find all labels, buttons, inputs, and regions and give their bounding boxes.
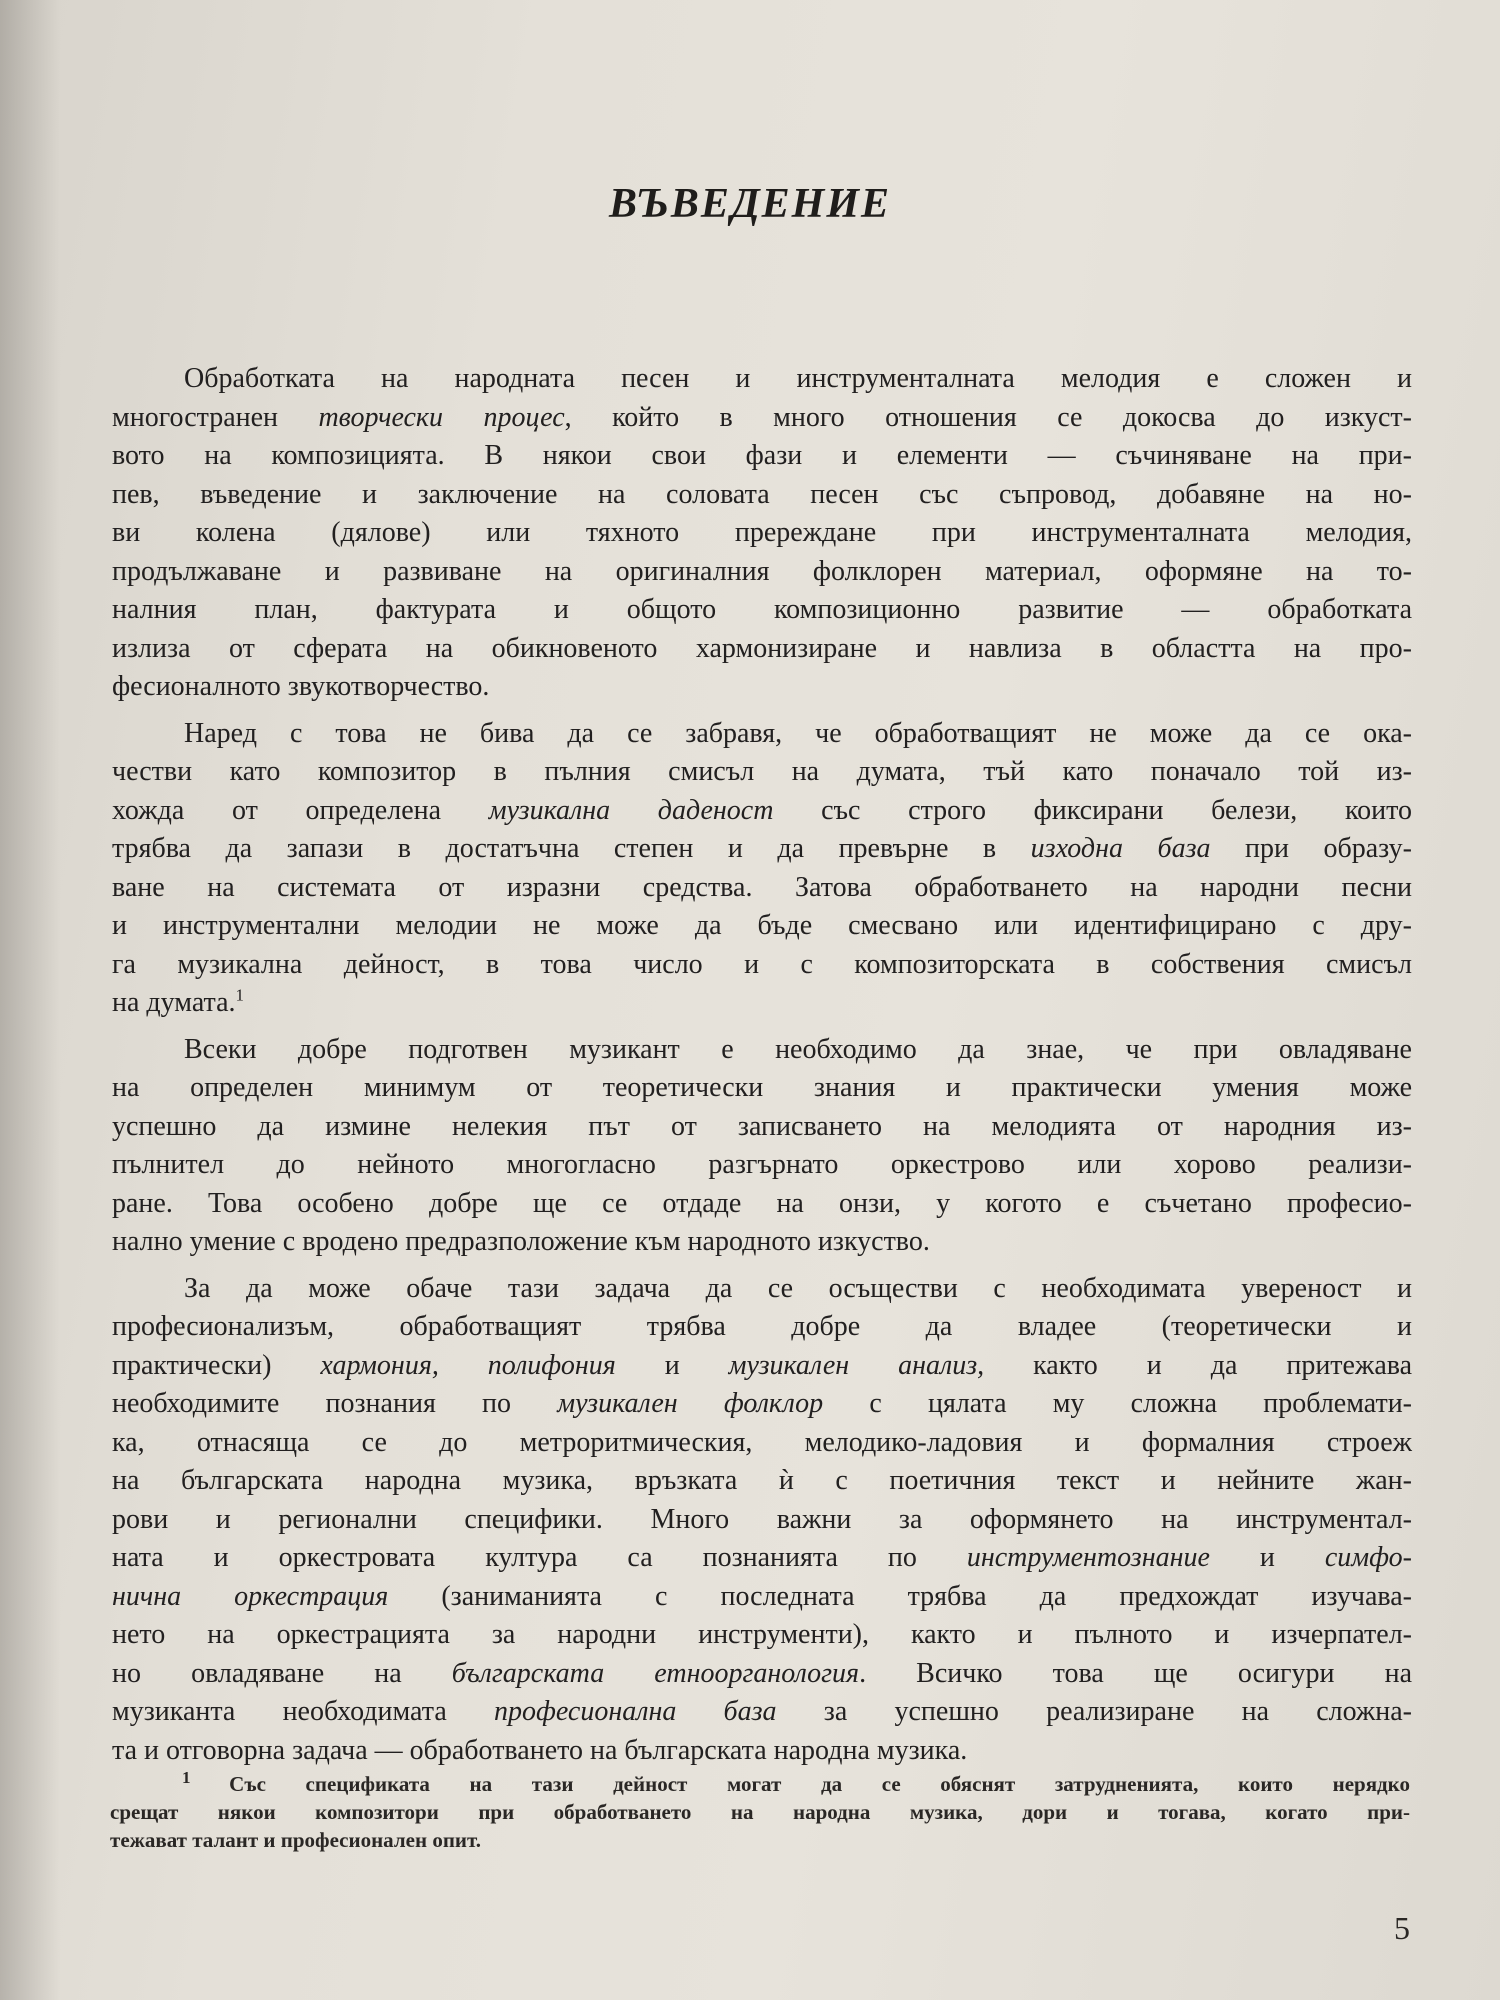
text-run: на определен минимум от теоретически знания и практически умения може — [112, 1072, 1412, 1103]
italic-term: нична оркестрация — [112, 1580, 389, 1612]
text-run: излиза от сферата на обикновеното хармонизиране и навлиза в областта на про- — [112, 632, 1412, 664]
text-line — [112, 1732, 1412, 1771]
page-title: ВЪВЕДЕНИЕ — [608, 181, 892, 227]
text-line — [112, 946, 1412, 985]
footnote-text: тежават талант и професионален опит. — [110, 1828, 482, 1852]
footnote — [110, 1770, 1410, 1854]
paragraph — [112, 360, 1412, 707]
text-line — [112, 1185, 1412, 1224]
italic-term: инструментознание — [966, 1542, 1210, 1573]
text-run: многостранен — [112, 401, 319, 433]
italic-term: музикален анализ, — [728, 1349, 985, 1381]
text-line — [112, 1347, 1412, 1386]
footnote-marker: 1 — [182, 1768, 230, 1787]
text-run: нално умение с вродено предразположение към народното изкуство. — [112, 1226, 930, 1257]
text-line — [112, 792, 1412, 831]
italic-term: изходна база — [1030, 833, 1211, 864]
text-run: професионализъм, обработващият трябва добре да владее (теоретически и — [112, 1311, 1412, 1342]
binding-shadow — [0, 0, 60, 2000]
text-line — [112, 907, 1412, 946]
text-run: честви като композитор в пълния смисъл на думата, тъй като поначало той из- — [112, 756, 1412, 787]
paragraph — [112, 1031, 1412, 1262]
text-run: ка, отнасяща се до метроритмическия, мелодико-ладовия и формалния строеж — [112, 1426, 1412, 1458]
text-run: необходимите познания по — [112, 1388, 558, 1419]
text-line — [112, 830, 1412, 869]
italic-term: творчески процес — [318, 401, 565, 433]
text-line — [112, 1655, 1412, 1694]
text-line — [112, 668, 1412, 707]
text-line — [112, 1223, 1412, 1262]
text-run: , който в много отношения се докосва до изкуст- — [564, 401, 1412, 433]
text-run: за успешно реализиране на сложна- — [776, 1696, 1412, 1727]
text-line — [112, 1462, 1412, 1501]
text-run: и — [1209, 1542, 1325, 1573]
text-run: нето на оркестрацията за народни инструменти), както и пълното и изчерпател- — [112, 1619, 1412, 1650]
text-run: и — [615, 1349, 729, 1381]
text-run: вото на композицията. В някои свои фази и елементи — съчиняване на при- — [112, 440, 1412, 471]
text-line — [112, 1069, 1412, 1108]
footnote-line — [110, 1826, 1410, 1854]
body-text — [112, 360, 1412, 1778]
text-run: при образу- — [1210, 833, 1412, 864]
italic-term: българската етноорганология — [451, 1657, 860, 1689]
text-run: на думата. — [112, 987, 236, 1018]
text-line — [112, 1385, 1412, 1424]
text-line — [112, 591, 1412, 630]
text-run: пев, въведение и заключение на соловата песен със съпровод, добавяне на но- — [112, 478, 1412, 510]
text-run: (заниманията с последната трябва да предхождат изучава- — [388, 1580, 1412, 1612]
text-line — [112, 1539, 1412, 1578]
text-run: налния план, фактурата и общото композиционно развитие — обработката — [112, 594, 1412, 625]
text-line — [112, 984, 1412, 1023]
text-run: но овладяване на — [112, 1657, 452, 1689]
text-line — [112, 715, 1412, 754]
text-line — [112, 1308, 1412, 1347]
text-run: ви колена (дялове) или тяхното пререждане при инструменталната мелодия, — [112, 517, 1412, 548]
footnote-line — [110, 1770, 1410, 1798]
text-line — [112, 1501, 1412, 1540]
text-line — [112, 476, 1412, 515]
footnote-text: Със спецификата на тази дейност могат да се обяснят затрудненията, които нерядко — [229, 1772, 1411, 1796]
italic-term: хармония, полифония — [320, 1349, 616, 1381]
text-run: фесионалното звукотворчество. — [112, 671, 490, 702]
text-run: трябва да запази в достатъчна степен и да превърне в — [112, 833, 1031, 864]
text-line — [112, 1693, 1412, 1732]
italic-term: музикален фолклор — [557, 1388, 824, 1419]
footnote-text: срещат някои композитори при обработването на народна музика, дори и тогава, когато при- — [110, 1800, 1410, 1824]
text-line — [112, 1616, 1412, 1655]
text-run: успешно да измине нелекия път от записването на мелодията от народния из- — [112, 1110, 1412, 1142]
text-run: . Всичко това ще осигури на — [859, 1657, 1412, 1689]
text-run: със строго фиксирани белези, които — [773, 794, 1413, 826]
text-run: Всеки добре подготвен музикант е необходимо да знае, че при овладяване — [184, 1033, 1412, 1065]
text-line — [112, 630, 1412, 669]
text-run: както и да притежава — [984, 1349, 1413, 1381]
text-line — [112, 1146, 1412, 1185]
text-run: музиканта необходимата — [112, 1696, 494, 1727]
text-run: ране. Това особено добре ще се отдаде на онзи, у когото е съчетано професио- — [112, 1187, 1412, 1219]
paragraph — [112, 715, 1412, 1023]
text-line — [112, 1578, 1412, 1617]
footnote-line — [110, 1798, 1410, 1826]
text-line — [112, 1031, 1412, 1070]
paragraph — [112, 1270, 1412, 1771]
text-line — [112, 1270, 1412, 1309]
text-run: За да може обаче тази задача да се осъществи с необходимата увереност и — [184, 1272, 1412, 1304]
text-run: та и отговорна задача — обработването на българската народна музика. — [112, 1734, 968, 1766]
text-line — [112, 553, 1412, 592]
italic-term: музикална даденост — [488, 794, 774, 826]
text-run: практически) — [112, 1349, 321, 1381]
text-line — [112, 753, 1412, 792]
italic-term: симфо- — [1324, 1542, 1412, 1573]
text-run: продължаване и развиване на оригиналния фолклорен материал, оформяне на то- — [112, 555, 1412, 587]
text-run: и инструментални мелодии не може да бъде смесвано или идентифицирано с дру- — [112, 910, 1412, 941]
italic-term: професионална база — [493, 1696, 777, 1727]
text-run: на българската народна музика, връзката ѝ с поетичния текст и нейните жан- — [112, 1465, 1412, 1496]
text-line — [112, 1108, 1412, 1147]
text-run: ване на системата от изразни средства. Затова обработването на народни песни — [112, 871, 1412, 903]
footnote-ref: 1 — [235, 985, 245, 1005]
text-line — [112, 399, 1412, 438]
text-run: пълнител до нейното многогласно разгърнато оркестрово или хорово реализи- — [112, 1149, 1412, 1180]
text-line — [112, 869, 1412, 908]
text-run: Обработката на народната песен и инструменталната мелодия е сложен и — [184, 363, 1412, 394]
page-number: 5 — [1394, 1910, 1410, 1946]
text-run: Наред с това не бива да се забравя, че обработващият не може да се ока- — [184, 717, 1412, 749]
text-line — [112, 437, 1412, 476]
text-run: га музикална дейност, в това число и с композиторската в собствения смисъл — [112, 948, 1412, 980]
text-run: с цялата му сложна проблемати- — [823, 1388, 1413, 1419]
text-line — [112, 360, 1412, 399]
text-line — [112, 1424, 1412, 1463]
text-run: ната и оркестровата култура са познанията по — [112, 1542, 967, 1573]
text-run: рови и регионални специфики. Много важни за оформянето на инструментал- — [112, 1503, 1412, 1535]
text-run: хожда от определена — [112, 794, 489, 826]
text-line — [112, 514, 1412, 553]
